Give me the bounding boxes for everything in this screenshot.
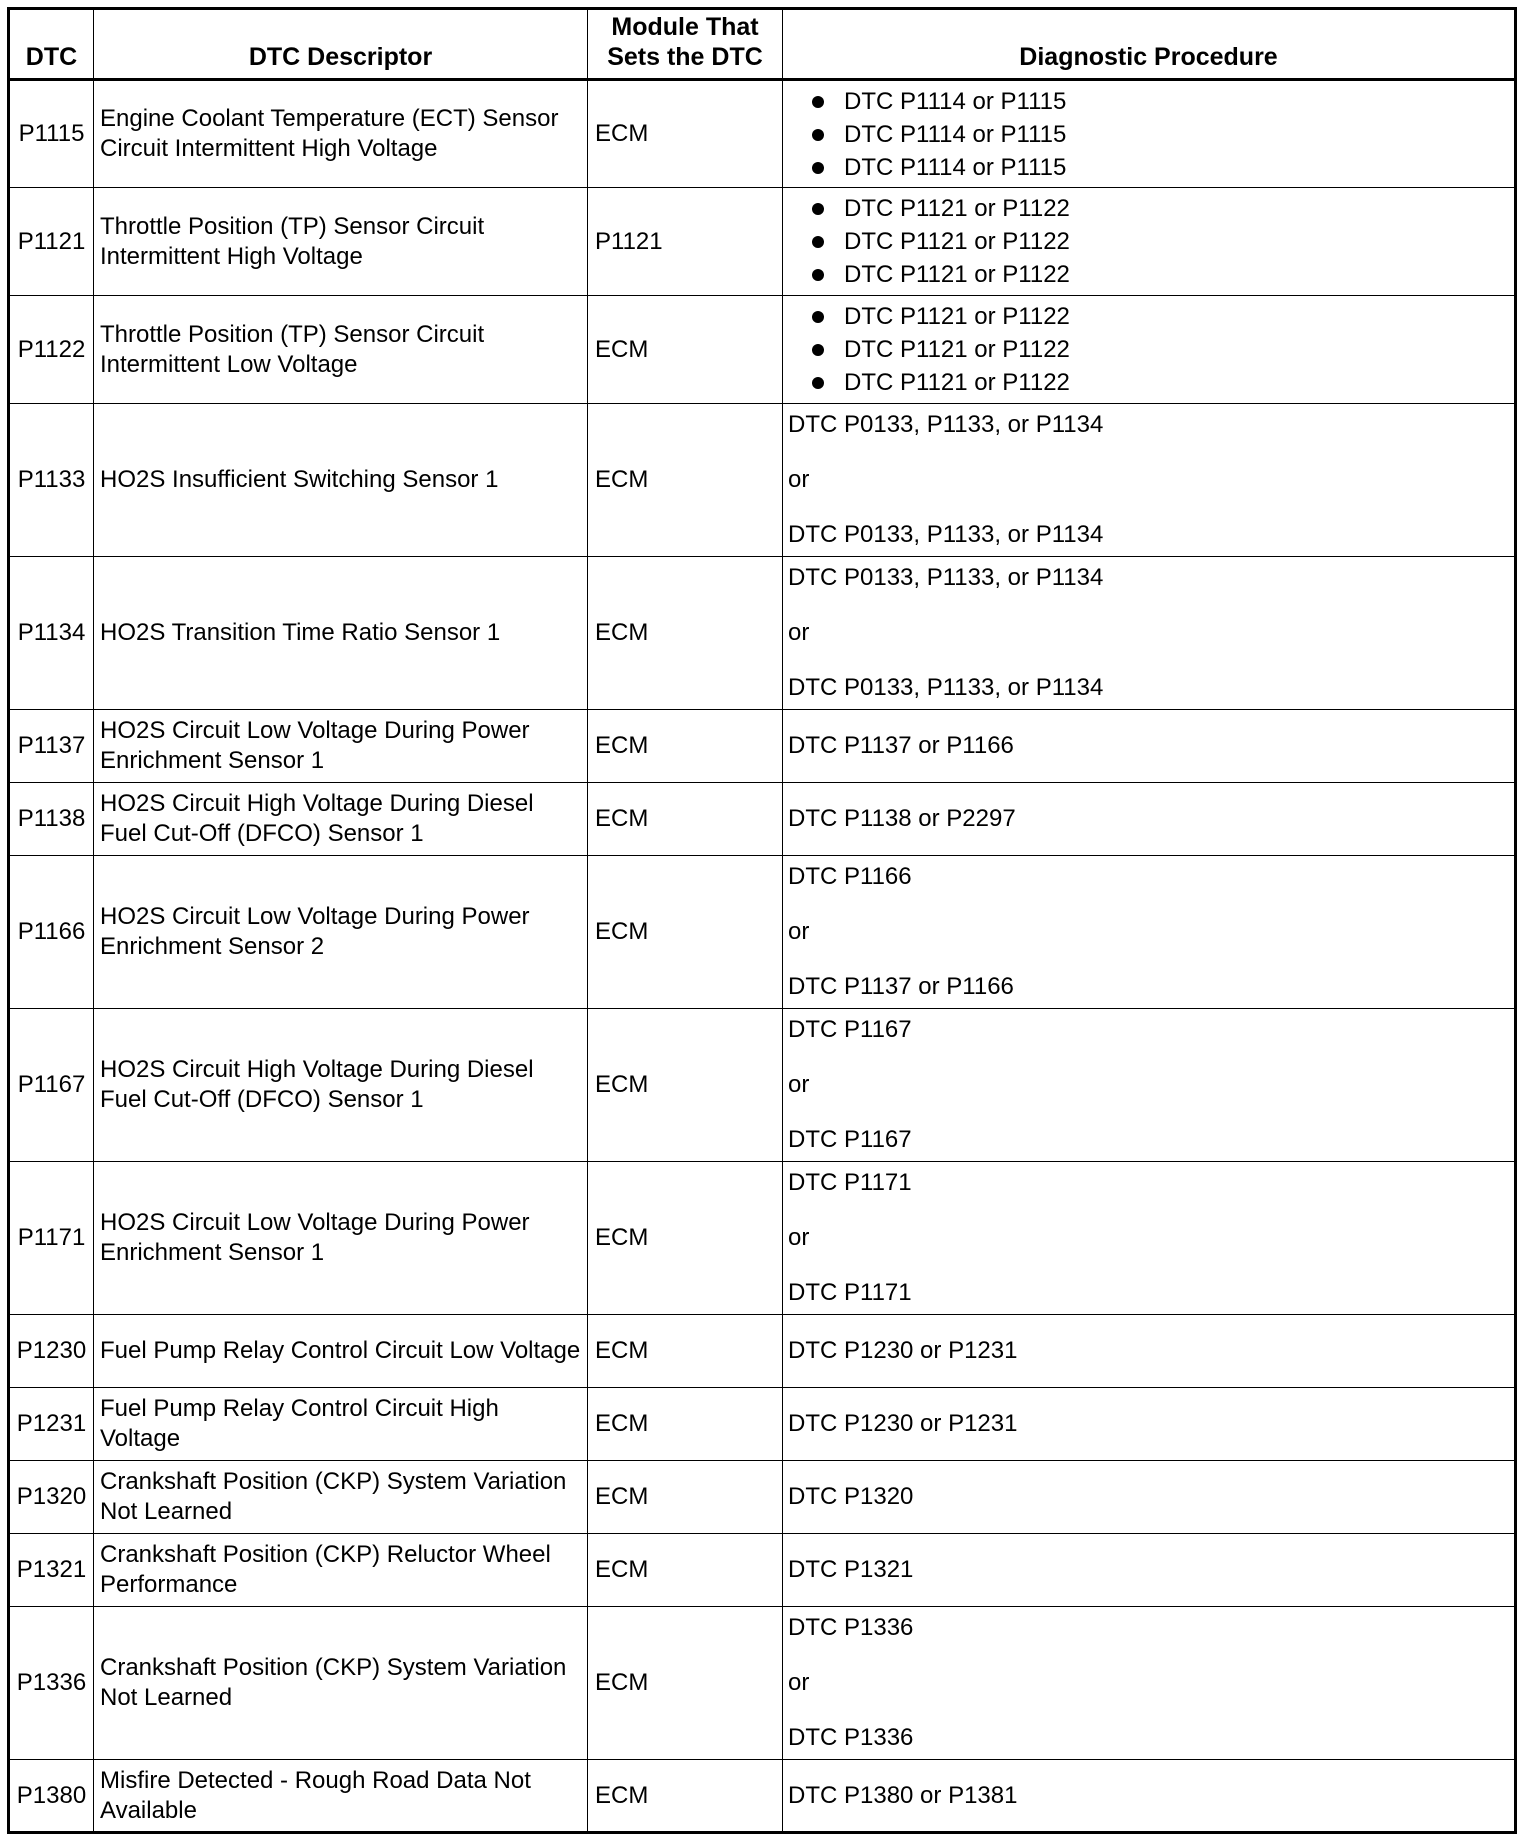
table-row [9,557,1516,710]
procedure-cell: DTC P1380 or P1381 [783,1760,1516,1833]
procedure-second: DTC P1137 or P1166 [788,973,1014,1000]
dtc-code-cell: P1230 [9,1315,94,1388]
procedure-alternatives [788,1015,1509,1155]
procedure-second: DTC P0133, P1133, or P1134 [788,521,1104,548]
dtc-descriptor-cell: HO2S Circuit Low Voltage During Power Enrichment Sensor 1 [94,1162,588,1315]
dtc-descriptor-cell: Crankshaft Position (CKP) Reluctor Wheel Performance [94,1534,588,1607]
procedure-cell [783,1162,1516,1315]
dtc-descriptor-cell: HO2S Circuit Low Voltage During Power Enrichment Sensor 1 [94,710,588,783]
header-module-line1: Module That [611,13,759,41]
procedure-bullet-text: DTC P1114 or P1115 [844,120,1067,148]
procedure-bullet-text: DTC P1114 or P1115 [844,87,1067,115]
procedure-second: DTC P1171 [788,1279,912,1306]
procedure-or: or [788,466,810,493]
procedure-cell: DTC P1320 [783,1461,1516,1534]
procedure-bullet-item [788,300,1509,333]
procedure-alternatives [788,410,1509,550]
procedure-bullet-item [788,258,1509,291]
dtc-code-cell: P1167 [9,1009,94,1162]
table-row [9,188,1516,296]
procedure-first: DTC P1336 [788,1614,914,1641]
procedure-cell [783,188,1516,296]
procedure-or: or [788,1224,810,1251]
bullet-icon [812,236,824,248]
module-cell: ECM [588,1461,783,1534]
dtc-descriptor-cell: HO2S Circuit Low Voltage During Power Enrichment Sensor 2 [94,856,588,1009]
bullet-icon [812,203,824,215]
procedure-alternatives [788,1613,1509,1753]
header-dtc: DTC [9,9,94,80]
module-cell: P1121 [588,188,783,296]
bullet-icon [812,344,824,356]
table-row [9,1461,1516,1534]
dtc-descriptor-cell: Misfire Detected - Rough Road Data Not Available [94,1760,588,1833]
procedure-first: DTC P1166 [788,863,912,890]
procedure-bullet-text: DTC P1121 or P1122 [844,369,1070,396]
dtc-descriptor-cell: Crankshaft Position (CKP) System Variation Not Learned [94,1461,588,1534]
table-row [9,783,1516,856]
table-row [9,1607,1516,1760]
dtc-descriptor-cell: HO2S Circuit High Voltage During Diesel Fuel Cut-Off (DFCO) Sensor 1 [94,783,588,856]
procedure-second: DTC P0133, P1133, or P1134 [788,674,1104,701]
table-row [9,80,1516,188]
table-row [9,1162,1516,1315]
procedure-or: or [788,1669,810,1696]
procedure-or: or [788,619,810,646]
dtc-descriptor-cell: Throttle Position (TP) Sensor Circuit Intermittent Low Voltage [94,296,588,404]
procedure-alternatives [788,862,1509,1002]
header-module-line2: Sets the DTC [607,43,763,71]
procedure-bullet-item [788,366,1509,399]
procedure-first: DTC P0133, P1133, or P1134 [788,564,1104,591]
dtc-code-cell: P1115 [9,80,94,188]
procedure-cell [783,80,1516,188]
procedure-bullet-item [788,192,1509,225]
dtc-code-cell: P1121 [9,188,94,296]
dtc-code-cell: P1171 [9,1162,94,1315]
procedure-cell [783,557,1516,710]
procedure-bullet-text: DTC P1121 or P1122 [844,195,1070,222]
procedure-bullet-text: DTC P1121 or P1122 [844,336,1070,363]
dtc-code-cell: P1134 [9,557,94,710]
procedure-first: DTC P0133, P1133, or P1134 [788,411,1104,438]
bullet-icon [812,129,824,141]
dtc-descriptor-cell: Crankshaft Position (CKP) System Variation Not Learned [94,1607,588,1760]
module-cell: ECM [588,1388,783,1461]
dtc-code-cell: P1380 [9,1760,94,1833]
procedure-bullet-list [788,192,1509,291]
bullet-icon [812,162,824,174]
module-cell: ECM [588,1009,783,1162]
dtc-code-cell: P1137 [9,710,94,783]
header-descriptor: DTC Descriptor [94,9,588,80]
procedure-first: DTC P1171 [788,1169,912,1196]
dtc-code-cell: P1133 [9,404,94,557]
table-row [9,856,1516,1009]
module-cell: ECM [588,557,783,710]
table-row [9,1009,1516,1162]
procedure-cell: DTC P1321 [783,1534,1516,1607]
procedure-bullet-text: DTC P1114 or P1115 [844,153,1067,181]
dtc-code-cell: P1122 [9,296,94,404]
procedure-bullet-list [788,300,1509,399]
dtc-descriptor-cell: Fuel Pump Relay Control Circuit High Voltage [94,1388,588,1461]
procedure-cell [783,1607,1516,1760]
module-cell: ECM [588,296,783,404]
table-row [9,404,1516,557]
dtc-code-cell: P1231 [9,1388,94,1461]
procedure-bullet-list [788,85,1509,184]
procedure-bullet-item [788,333,1509,366]
procedure-bullet-text: DTC P1121 or P1122 [844,303,1070,330]
dtc-descriptor-cell: HO2S Insufficient Switching Sensor 1 [94,404,588,557]
table-header [9,9,1516,80]
procedure-second: DTC P1336 [788,1724,914,1751]
procedure-or: or [788,1071,810,1098]
procedure-bullet-item [788,151,1509,184]
dtc-code-cell: P1320 [9,1461,94,1534]
procedure-bullet-item [788,85,1509,118]
table-row [9,296,1516,404]
header-module [588,9,783,80]
procedure-or: or [788,918,810,945]
module-cell: ECM [588,1607,783,1760]
procedure-cell: DTC P1230 or P1231 [783,1388,1516,1461]
procedure-alternatives [788,563,1509,703]
dtc-code-cell: P1321 [9,1534,94,1607]
module-cell: ECM [588,1315,783,1388]
procedure-first: DTC P1167 [788,1016,912,1043]
table-row [9,1534,1516,1607]
procedure-cell [783,296,1516,404]
procedure-alternatives [788,1168,1509,1308]
dtc-descriptor-cell: HO2S Circuit High Voltage During Diesel Fuel Cut-Off (DFCO) Sensor 1 [94,1009,588,1162]
module-cell: ECM [588,80,783,188]
procedure-bullet-item [788,118,1509,151]
module-cell: ECM [588,1162,783,1315]
procedure-second: DTC P1167 [788,1126,912,1153]
module-cell: ECM [588,404,783,557]
module-cell: ECM [588,1760,783,1833]
bullet-icon [812,377,824,389]
dtc-descriptor-cell: Engine Coolant Temperature (ECT) Sensor Circuit Intermittent High Voltage [94,80,588,188]
module-cell: ECM [588,710,783,783]
table-row [9,1760,1516,1833]
procedure-cell [783,404,1516,557]
dtc-descriptor-cell: Fuel Pump Relay Control Circuit Low Voltage [94,1315,588,1388]
dtc-descriptor-cell: HO2S Transition Time Ratio Sensor 1 [94,557,588,710]
bullet-icon [812,269,824,281]
bullet-icon [812,311,824,323]
table-row [9,1315,1516,1388]
bullet-icon [812,96,824,108]
procedure-bullet-text: DTC P1121 or P1122 [844,228,1070,255]
procedure-cell: DTC P1137 or P1166 [783,710,1516,783]
procedure-cell [783,856,1516,1009]
dtc-code-cell: P1138 [9,783,94,856]
dtc-code-cell: P1336 [9,1607,94,1760]
module-cell: ECM [588,783,783,856]
table-body [9,80,1516,1833]
procedure-bullet-text: DTC P1121 or P1122 [844,261,1070,288]
module-cell: ECM [588,1534,783,1607]
procedure-bullet-item [788,225,1509,258]
header-procedure: Diagnostic Procedure [783,9,1516,80]
procedure-cell [783,1009,1516,1162]
table-row [9,1388,1516,1461]
procedure-cell: DTC P1138 or P2297 [783,783,1516,856]
table-row [9,710,1516,783]
procedure-cell: DTC P1230 or P1231 [783,1315,1516,1388]
dtc-table [7,7,1517,1834]
dtc-code-cell: P1166 [9,856,94,1009]
dtc-descriptor-cell: Throttle Position (TP) Sensor Circuit Intermittent High Voltage [94,188,588,296]
module-cell: ECM [588,856,783,1009]
